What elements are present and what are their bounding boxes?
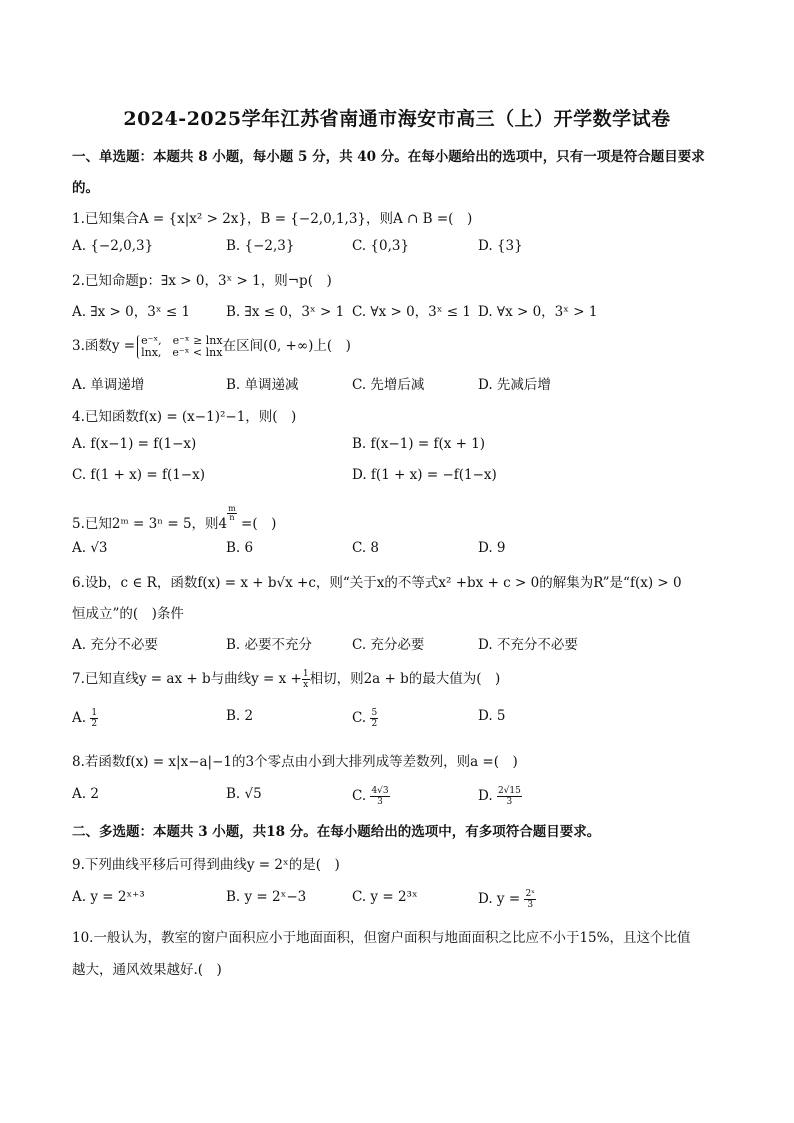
q7-option-c-fraction [370, 708, 378, 729]
q9-option-c: C. y = 2³ˣ [352, 889, 418, 905]
q3-option-d: D. 先减后增 [478, 377, 551, 393]
q8-option-c-fraction [370, 786, 389, 807]
q4-stem: 4.已知函数f(x) = (x−1)²−1，则( ) [72, 409, 297, 425]
q7-option-c-den: 2 [371, 719, 378, 729]
q3-case-1: e⁻ˣ, e⁻ˣ ≥ lnx [141, 333, 223, 347]
q10-stem-line-2: 越大，通风效果越好.( ) [72, 962, 222, 978]
q7-option-a-den: 2 [91, 719, 98, 729]
q8-option-d-num: 2√15 [497, 786, 521, 796]
q4-options-row-2 [72, 467, 732, 489]
q3-options [72, 373, 732, 395]
q9-option-d-fraction [524, 889, 536, 910]
q7-option-c [352, 708, 378, 729]
q4-option-b: B. f(x−1) = f(x + 1) [352, 436, 486, 452]
q7-option-a-fraction [90, 708, 98, 729]
q6-option-a: A. 充分不必要 [72, 637, 158, 653]
q5-exponent-num: m [228, 504, 236, 513]
q6-option-d: D. 不充分不必要 [478, 637, 578, 653]
q4-option-c: C. f(1 + x) = f(1−x) [72, 467, 205, 483]
q5-options [72, 540, 732, 562]
q5-option-c: C. 8 [352, 540, 380, 556]
q7-option-c-num: 5 [371, 708, 378, 718]
q3-option-a: A. 单调递增 [72, 377, 145, 393]
q7-option-c-label: C. [352, 710, 371, 726]
q7-option-b: B. 2 [226, 708, 254, 724]
q6-option-c: C. 充分必要 [352, 637, 425, 653]
q7-fraction-num: 1 [302, 669, 309, 679]
q1-stem: 1.已知集合A = {x|x² > 2x}，B = {−2,0,1,3}，则A ∩ B =( ) [72, 211, 473, 227]
q4-options-row-1 [72, 436, 732, 458]
q5-exponent-den: n [229, 513, 235, 522]
q3-option-b: B. 单调递减 [226, 377, 299, 393]
q2-option-d: D. ∀x > 0，3ˣ > 1 [478, 304, 598, 320]
q8-option-c-den: 3 [377, 797, 383, 807]
q3-option-c: C. 先增后减 [352, 377, 425, 393]
q9-option-a: A. y = 2ˣ⁺³ [72, 889, 145, 905]
q2-options [72, 300, 732, 322]
q1-option-a: A. {−2,0,3} [72, 238, 154, 254]
q8-option-d-fraction [497, 786, 522, 807]
q8-option-c-num: 4√3 [371, 786, 389, 796]
q2-option-a: A. ∃x > 0，3ˣ ≤ 1 [72, 304, 191, 320]
q5-stem [72, 505, 276, 532]
q3-piecewise [137, 335, 222, 359]
q1-option-c: C. {0,3} [352, 238, 410, 254]
q9-option-d-label: D. y = [478, 891, 525, 907]
q9-option-d-den: 3 [527, 900, 534, 910]
q3-prefix: 3.函数y = [72, 338, 136, 354]
q6-stem-line-1: 6.设b，c ∈ R，函数f(x) = x + b√x +c，则“关于x的不等式x² +bx + c > 0的解集为R”是“f(x) > 0 [72, 575, 682, 591]
q4-option-a: A. f(x−1) = f(1−x) [72, 436, 197, 452]
q6-stem-line-2: 恒成立”的( )条件 [72, 606, 184, 622]
q3-case-2: lnx, e⁻ˣ < lnx [141, 345, 223, 359]
q2-option-b: B. ∃x ≤ 0，3ˣ > 1 [226, 304, 345, 320]
q4-option-d: D. f(1 + x) = −f(1−x) [352, 467, 497, 483]
q5-exponent [227, 505, 237, 522]
q7-option-a-num: 1 [91, 708, 98, 718]
q8-option-a: A. 2 [72, 786, 99, 802]
q9-options [72, 889, 732, 911]
q1-option-b: B. {−2,3} [226, 238, 295, 254]
q6-option-b: B. 必要不充分 [226, 637, 313, 653]
q2-option-c: C. ∀x > 0，3ˣ ≤ 1 [352, 304, 471, 320]
q8-option-b: B. √5 [226, 786, 262, 802]
q5-option-d: D. 9 [478, 540, 506, 556]
q8-option-c-label: C. [352, 788, 371, 804]
q7-options [72, 708, 732, 730]
q5-option-b: B. 6 [226, 540, 254, 556]
q7-option-d: D. 5 [478, 708, 506, 724]
section-1-heading-cont: 的。 [72, 180, 99, 196]
q9-option-d-num: 2ˣ [525, 889, 535, 899]
q8-option-d: D. $\frac{2√15}{3}$ [478, 786, 521, 807]
q9-option-b: B. y = 2ˣ−3 [226, 889, 307, 905]
q1-option-d: D. {3} [478, 238, 523, 254]
q3-stem [72, 334, 351, 359]
q7-stem-a: 7.已知直线y = ax + b与曲线y = x + [72, 671, 302, 687]
q5-stem-a: 5.已知2ᵐ = 3ⁿ = 5，则4 [72, 516, 228, 532]
q9-option-d [478, 889, 536, 910]
q10-stem-line-1: 10.一般认为，教室的窗户面积应小于地面面积，但窗户面积与地面面积之比应不小于15%，且这个比值 [72, 930, 691, 946]
q8-options [72, 786, 732, 808]
q1-options [72, 238, 732, 260]
q9-stem: 9.下列曲线平移后可得到曲线y = 2ˣ的是( ) [72, 857, 340, 873]
q3-suffix: 在区间(0, +∞)上( ) [222, 338, 351, 354]
q8-option-d-den: 3 [506, 797, 513, 807]
q5-option-a: A. √3 [72, 540, 108, 556]
section-1-heading: 一、单选题：本题共 8 小题，每小题 5 分，共 40 分。在每小题给出的选项中，只有一项是符合题目要求 [72, 149, 705, 165]
q8-option-c [352, 786, 390, 807]
q7-option-a [72, 708, 98, 729]
q8-stem: 8.若函数f(x) = x|x−a|−1的3个零点由小到大排列成等差数列，则a =( ) [72, 754, 518, 770]
page-title: 2024-2025学年江苏省南通市海安市高三（上）开学数学试卷 [123, 108, 671, 130]
q7-stem-b: 相切，则2a + b的最大值为( ) [309, 671, 501, 687]
q7-option-a-label: A. [72, 710, 91, 726]
q7-fraction [302, 669, 310, 690]
q7-stem [72, 667, 500, 690]
q7-fraction-den: x [303, 680, 309, 690]
section-2-heading: 二、多选题：本题共 3 小题，共18 分。在每小题给出的选项中，有多项符合题目要求。 [72, 824, 601, 840]
q2-stem: 2.已知命题p：∃x > 0，3ˣ > 1，则¬p( ) [72, 273, 332, 289]
q5-stem-b: =( ) [236, 516, 277, 532]
q6-options [72, 633, 732, 655]
